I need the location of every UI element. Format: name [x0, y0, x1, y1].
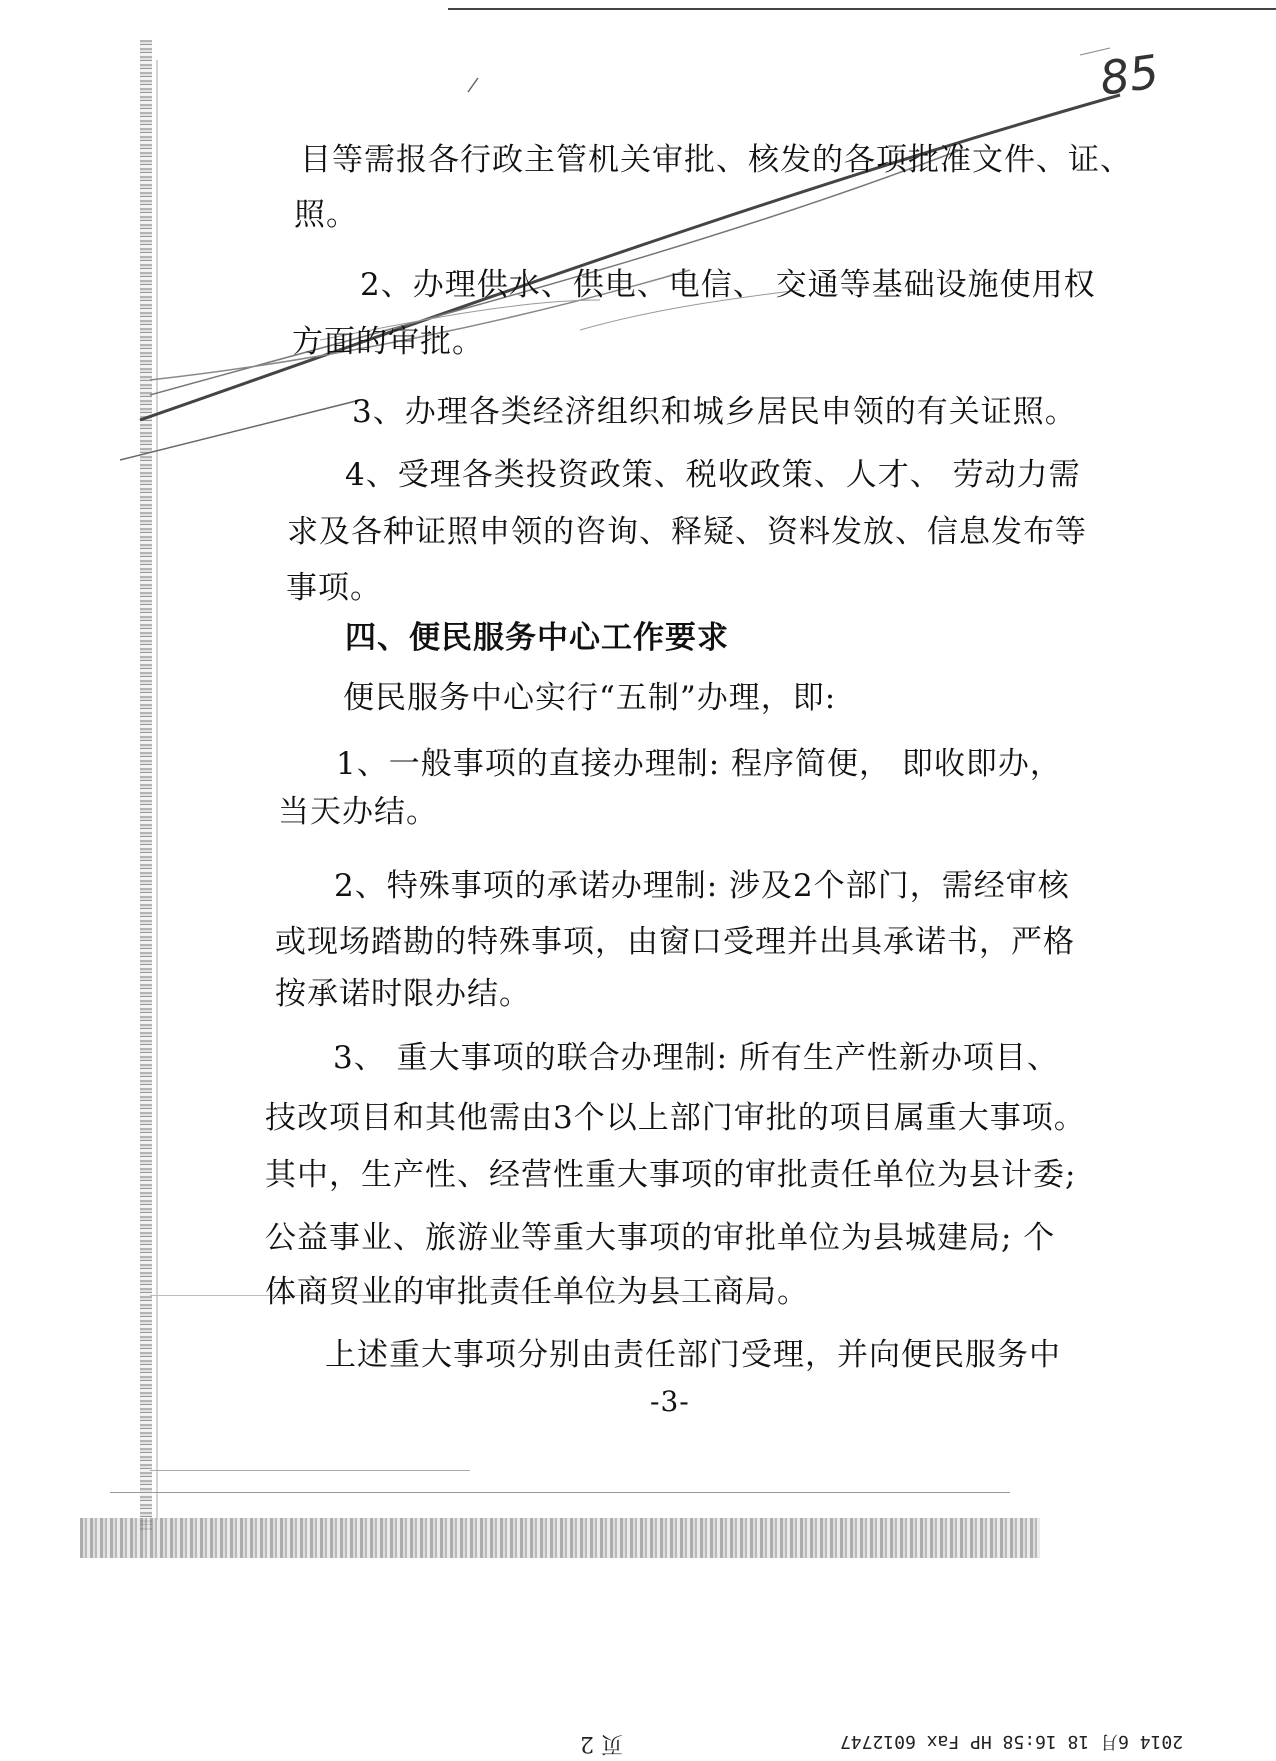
text-line-15: 按承诺时限办结。 [275, 976, 531, 1012]
text-line-1: 目等需报各行政主管机关审批、核发的各项批准文件、证、 [300, 142, 1132, 178]
fax-header-stamp: 2014 6月 18 16:58 HP Fax 6012747 [840, 1731, 1184, 1752]
strike-line-5 [120, 400, 360, 460]
text-line-2: 照。 [294, 197, 358, 233]
section-heading: 四、便民服务中心工作要求 [345, 620, 729, 656]
text-line-21: 上述重大事项分别由责任部门受理，并向便民服务中 [325, 1337, 1061, 1373]
handwritten-page-number: 85 [1096, 44, 1163, 106]
text-line-17: 技改项目和其他需由3个以上部门审批的项目属重大事项。 [265, 1100, 1086, 1136]
text-line-5: 3、办理各类经济组织和城乡居民申领的有关证照。 [352, 394, 1077, 430]
fax-page-label: 页 2 [580, 1731, 623, 1756]
text-line-6: 4、受理各类投资政策、税收政策、人才、 劳动力需 [345, 457, 1081, 493]
text-line-13: 2、特殊事项的承诺办理制: 涉及2个部门，需经审核 [334, 868, 1070, 904]
text-line-19: 公益事业、旅游业等重大事项的审批单位为县城建局; 个 [265, 1220, 1056, 1256]
text-line-8: 事项。 [286, 570, 382, 606]
text-line-14: 或现场踏勘的特殊事项，由窗口受理并出具承诺书，严格 [275, 924, 1075, 960]
text-line-7: 求及各种证照申领的咨询、释疑、资料发放、信息发布等 [287, 514, 1087, 550]
text-line-18: 其中，生产性、经营性重大事项的审批责任单位为县计委; [265, 1157, 1077, 1193]
pen-tick [468, 78, 478, 92]
text-line-11: 1、一般事项的直接办理制: 程序简便， 即收即办， [336, 746, 1062, 782]
page-number: -3- [650, 1385, 690, 1418]
text-line-12: 当天办结。 [278, 794, 438, 830]
text-line-3: 2、办理供水、供电、电信、 交通等基础设施使用权 [360, 267, 1096, 303]
text-line-4: 方面的审批。 [292, 324, 484, 360]
text-line-20: 体商贸业的审批责任单位为县工商局。 [265, 1274, 809, 1310]
text-line-16: 3、 重大事项的联合办理制: 所有生产性新办项目、 [333, 1040, 1059, 1076]
text-line-10: 便民服务中心实行“五制”办理，即: [343, 680, 837, 716]
